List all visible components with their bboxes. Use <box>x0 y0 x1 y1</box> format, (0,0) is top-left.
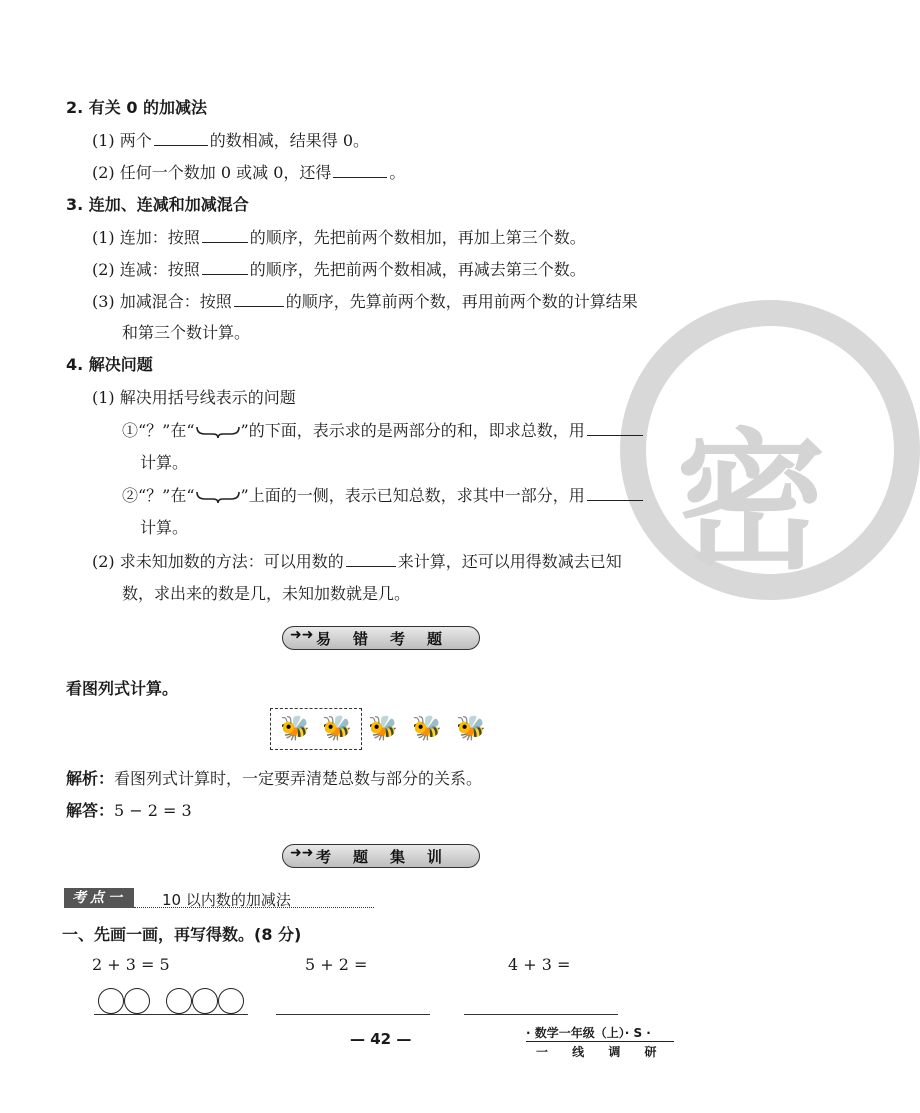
s2-item-1-b: 的数相减，结果得 0。 <box>209 131 370 150</box>
s3-item-3-a: (3) 加减混合：按照 <box>92 292 232 311</box>
bee-icon: 🐝 <box>280 714 310 742</box>
exercise-2: 5 + 2 = <box>305 955 368 974</box>
watermark-seal <box>620 300 920 600</box>
blank[interactable] <box>234 290 284 307</box>
s2-item-2-b: 。 <box>389 163 406 182</box>
blank[interactable] <box>202 226 248 243</box>
s4-q1-b: ”的下面，表示求的是两部分的和，即求总数，用 <box>240 421 585 440</box>
s3-item-3 <box>92 289 638 312</box>
s4-part-2-cont: 数，求出来的数是几，未知加数就是几。 <box>122 584 411 603</box>
s3-item-1-a: (1) 连加：按照 <box>92 228 200 247</box>
analysis-text: 看图列式计算时，一定要弄清楚总数与部分的关系。 <box>114 769 483 788</box>
s3-item-1-b: 的顺序，先把前两个数相加，再加上第三个数。 <box>249 228 586 247</box>
analysis-label: 解析： <box>66 769 115 788</box>
s4-q2-a: ②“？”在“ <box>122 486 195 505</box>
banner-text: 考题集训 <box>316 848 465 866</box>
blank[interactable] <box>333 161 387 178</box>
s4-part-2 <box>92 549 622 572</box>
drawn-circle <box>124 988 150 1014</box>
section-2-title: 2. 有关 0 的加减法 <box>66 98 208 117</box>
section-3-title: 3. 连加、连减和加减混合 <box>66 195 249 214</box>
s2-item-1-a: (1) 两个 <box>92 131 152 150</box>
blank[interactable] <box>154 129 208 146</box>
brace-down-icon <box>195 490 241 504</box>
bee-icon: 🐝 <box>322 714 352 742</box>
page-number: — 42 — <box>350 1030 412 1048</box>
kaodian-underline <box>134 907 374 908</box>
double-arrow-icon: ➜➜ <box>290 845 314 861</box>
bee-icon: 🐝 <box>368 714 398 742</box>
s4-q2 <box>122 483 645 506</box>
s3-item-3-cont: 和第三个数计算。 <box>122 323 251 342</box>
exercise-title: 一、先画一画，再写得数。(8 分) <box>62 925 302 944</box>
kaodian-title: 10 以内数的加减法 <box>162 891 291 909</box>
example-title: 看图列式计算。 <box>66 679 179 698</box>
drawn-circle <box>166 988 192 1014</box>
blank[interactable] <box>346 550 396 567</box>
s4-q1 <box>122 418 645 441</box>
s4-q2-b: ”上面的一侧，表示已知总数，求其中一部分，用 <box>240 486 585 505</box>
s2-item-2-a: (2) 任何一个数加 0 或减 0，还得 <box>92 163 332 182</box>
s4-q2-cont: 计算。 <box>140 518 189 537</box>
drawn-circle <box>98 988 124 1014</box>
brace-down-icon <box>195 425 241 439</box>
s4-part-1: (1) 解决用括号线表示的问题 <box>92 388 296 407</box>
bee-icon: 🐝 <box>456 714 486 742</box>
footer-rule <box>526 1041 674 1042</box>
s3-item-2-a: (2) 连减：按照 <box>92 260 200 279</box>
drawing-line-1 <box>94 1014 248 1015</box>
s3-item-2 <box>92 257 586 280</box>
exercise-1: 2 + 3 = 5 <box>92 955 170 974</box>
s3-item-3-b: 的顺序，先算前两个数，再用前两个数的计算结果 <box>285 292 638 311</box>
banner-yicuo <box>282 622 482 652</box>
double-arrow-icon: ➜➜ <box>290 627 314 643</box>
series-label: · 数学一年级（上）· S · <box>526 1026 651 1040</box>
bee-icon: 🐝 <box>412 714 442 742</box>
blank[interactable] <box>587 484 643 501</box>
s3-item-1 <box>92 225 586 248</box>
s4-q1-cont: 计算。 <box>140 453 189 472</box>
brand-label: 一 线 调 研 <box>536 1045 667 1059</box>
s4-p2-a: (2) 求未知加数的方法：可以用数的 <box>92 552 344 571</box>
drawing-line-3[interactable] <box>464 1014 618 1015</box>
s4-q1-a: ①“？”在“ <box>122 421 195 440</box>
banner-text: 易错考题 <box>316 630 465 648</box>
kaodian-tag: 考点一 <box>64 888 134 908</box>
analysis <box>66 766 482 789</box>
banner-kaoti <box>282 840 482 870</box>
s2-item-1 <box>92 128 369 151</box>
drawing-line-2[interactable] <box>276 1014 430 1015</box>
section-4-title: 4. 解决问题 <box>66 355 153 374</box>
answer-label: 解答： <box>66 801 115 820</box>
s4-p2-b: 来计算，还可以用得数减去已知 <box>397 552 622 571</box>
answer-text: 5 − 2 = 3 <box>114 801 192 820</box>
drawn-circle <box>192 988 218 1014</box>
blank[interactable] <box>587 419 643 436</box>
blank[interactable] <box>202 258 248 275</box>
watermark-char: 密 <box>676 416 827 590</box>
exercise-3: 4 + 3 = <box>508 955 571 974</box>
s2-item-2 <box>92 160 405 183</box>
answer <box>66 798 192 821</box>
s3-item-2-b: 的顺序，先把前两个数相减，再减去第三个数。 <box>249 260 586 279</box>
drawn-circle <box>218 988 244 1014</box>
